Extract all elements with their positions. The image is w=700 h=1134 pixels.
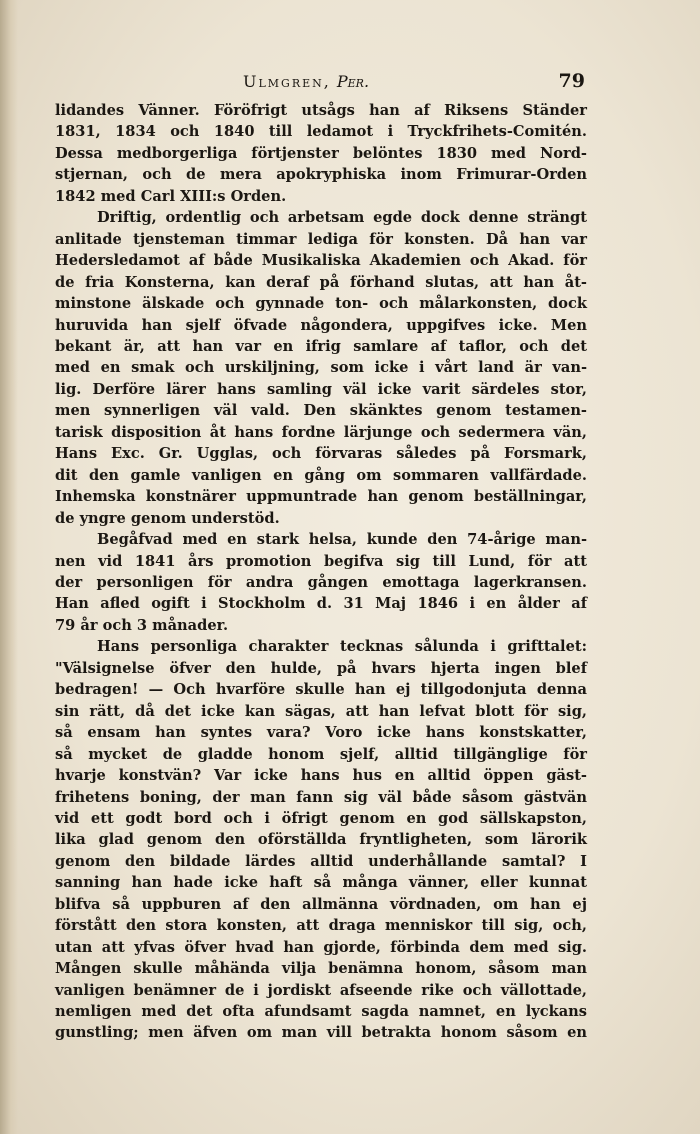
text-line: huruvida han sjelf öfvade någondera, uppgifves icke. Men [55, 316, 587, 334]
text-line: lig. Derföre lärer hans samling väl icke varit särdeles stor, [55, 380, 587, 398]
body-text [55, 100, 587, 1044]
text-line: nemligen med det ofta afundsamt sagda namnet, en lyckans [55, 1003, 587, 1021]
text-line: så ensam han syntes vara? Voro icke hans konstskatter, [55, 724, 587, 742]
text-line: 79 år och 3 månader. [55, 616, 229, 634]
text-line: Han afled ogift i Stockholm d. 31 Maj 1846 i en ålder af [55, 595, 587, 613]
text-line: sin rätt, då det icke kan sägas, att han lefvat blott för sig, [55, 702, 587, 720]
text-line: der personligen för andra gången emottaga lagerkransen. [55, 573, 587, 591]
text-line: men synnerligen väl vald. Den skänktes genom testamen- [55, 402, 587, 420]
text-line: med en smak och urskiljning, som icke i vårt land är van- [55, 359, 587, 377]
book-spine-shadow [0, 0, 18, 1134]
text-line: de yngre genom understöd. [55, 509, 280, 527]
text-line: Driftig, ordentlig och arbetsam egde dock denne strängt [97, 209, 587, 227]
page-header [0, 72, 700, 100]
text-line: utan att yfvas öfver hvad han gjorde, förbinda dem med sig. [55, 938, 587, 956]
text-line: Mången skulle måhända vilja benämna honom, såsom man [55, 960, 587, 978]
paragraph [55, 636, 587, 1044]
text-line: genom den bildade lärdes alltid underhållande samtal? I [55, 852, 587, 870]
running-head-author: Ulmgren, [243, 72, 331, 91]
text-line: Dessa medborgerliga förtjenster belöntes 1830 med Nord- [55, 144, 587, 162]
text-line: blifva så uppburen af den allmänna vördnaden, om han ej [55, 895, 587, 913]
text-line: "Välsignelse öfver den hulde, på hvars hjerta ingen blef [55, 659, 587, 677]
text-line: de fria Konsterna, kan deraf på förhand slutas, att han åt- [55, 273, 587, 291]
paragraph [55, 100, 587, 207]
text-line: lidandes Vänner. Föröfrigt utsågs han af Riksens Ständer [55, 102, 587, 119]
text-line: 1842 med Carl XIII:s Orden. [55, 187, 287, 205]
text-line: hvarje konstvän? Var icke hans hus en alltid öppen gäst- [55, 767, 587, 785]
text-line: minstone älskade och gynnade ton- och målarkonsten, dock [55, 295, 587, 313]
text-line: bekant är, att han var en ifrig samlare af taflor, och det [55, 337, 587, 355]
text-line: tarisk disposition åt hans fordne lärjunge och sedermera vän, [55, 423, 587, 441]
text-line: Hedersledamot af både Musikaliska Akademien och Akad. för [55, 252, 587, 270]
running-head-given-name: Per. [336, 72, 370, 91]
page-number: 79 [558, 70, 585, 92]
text-line: 1831, 1834 och 1840 till ledamot i Tryckfrihets-Comitén. [55, 123, 587, 141]
text-line: sanning han hade icke haft så många vänner, eller kunnat [55, 874, 587, 892]
text-line: vanligen benämner de i jordiskt afseende rike och vällottade, [55, 981, 587, 999]
text-line: så mycket de gladde honom sjelf, alltid tillgänglige för [55, 745, 587, 763]
text-line: förstått den stora konsten, att draga menniskor till sig, och, [55, 917, 587, 935]
text-line: Hans Exc. Gr. Ugglas, och förvaras således på Forsmark, [55, 445, 587, 463]
text-line: Inhemska konstnärer uppmuntrade han genom beställningar, [55, 488, 587, 506]
text-line: bedragen! — Och hvarföre skulle han ej tillgodonjuta denna [55, 681, 587, 699]
paragraph [55, 529, 587, 636]
text-line: Begåfvad med en stark helsa, kunde den 74-årige man- [97, 531, 587, 549]
text-line: stjernan, och de mera apokryphiska inom Frimurar-Orden [55, 166, 587, 184]
text-line: frihetens boning, der man fann sig väl både såsom gästvän [55, 788, 587, 806]
text-line: Hans personliga charakter tecknas sålunda i grifttalet: [97, 638, 587, 656]
text-line: vid ett godt bord och i öfrigt genom en god sällskapston, [55, 809, 587, 827]
text-line: lika glad genom den oförställda fryntligheten, som lärorik [55, 831, 587, 849]
text-line: anlitade tjensteman timmar lediga för konsten. Då han var [55, 230, 587, 248]
running-head [243, 72, 369, 91]
text-line: dit den gamle vanligen en gång om sommaren vallfärdade. [55, 466, 587, 484]
text-line: gunstling; men äfven om man vill betrakta honom såsom en [55, 1024, 587, 1042]
text-line: nen vid 1841 års promotion begifva sig till Lund, för att [55, 552, 587, 570]
paragraph [55, 207, 587, 529]
